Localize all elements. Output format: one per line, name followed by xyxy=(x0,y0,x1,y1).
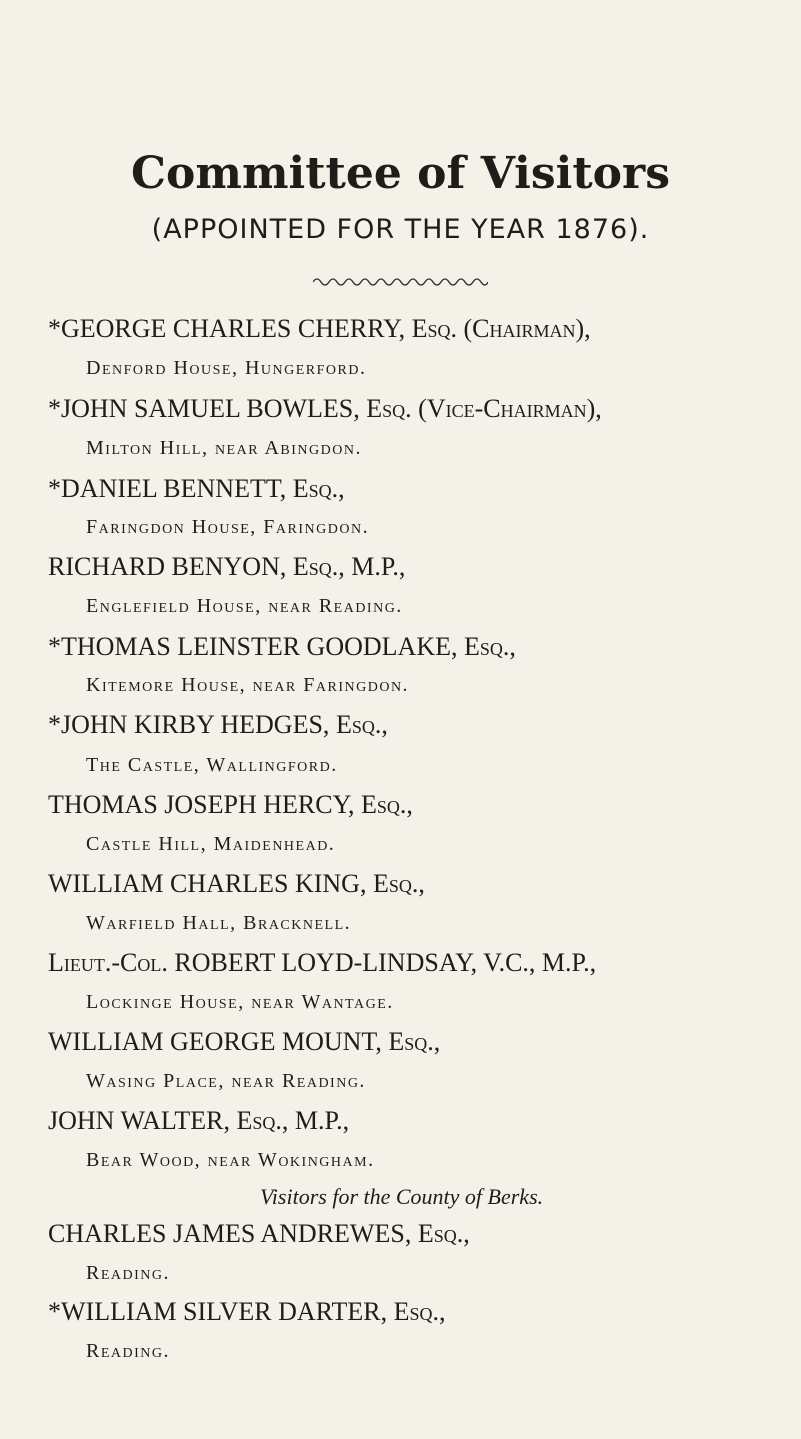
member-name: *WILLIAM SILVER DARTER, Esq., xyxy=(48,1297,446,1326)
document-title: Committee of Visitors xyxy=(131,148,670,199)
member-address: Wasing Place, near Reading. xyxy=(86,1070,366,1092)
member-address: Englefield House, near Reading. xyxy=(86,595,403,617)
member-address: Bear Wood, near Wokingham. xyxy=(86,1149,375,1171)
member-name: *JOHN SAMUEL BOWLES, Esq. (Vice-Chairman), xyxy=(48,394,602,423)
member-address: Denford House, Hungerford. xyxy=(86,357,367,379)
member-name: WILLIAM CHARLES KING, Esq., xyxy=(48,869,425,898)
member-name: JOHN WALTER, Esq., M.P., xyxy=(48,1106,350,1135)
member-name: RICHARD BENYON, Esq., M.P., xyxy=(48,552,406,581)
member-address: Reading. xyxy=(86,1340,170,1362)
member-name: *DANIEL BENNETT, Esq., xyxy=(48,474,345,503)
member-name: CHARLES JAMES ANDREWES, Esq., xyxy=(48,1219,470,1248)
wavy-divider-ornament xyxy=(313,276,488,288)
member-address: Warfield Hall, Bracknell. xyxy=(86,912,352,934)
member-address: Kitemore House, near Faringdon. xyxy=(86,674,410,696)
member-address: The Castle, Wallingford. xyxy=(86,754,338,776)
member-address: Faringdon House, Faringdon. xyxy=(86,516,370,538)
member-name: WILLIAM GEORGE MOUNT, Esq., xyxy=(48,1027,441,1056)
member-name: *JOHN KIRBY HEDGES, Esq., xyxy=(48,710,388,739)
member-address: Lockinge House, near Wantage. xyxy=(86,991,394,1013)
member-name: THOMAS JOSEPH HERCY, Esq., xyxy=(48,790,413,819)
member-address: Castle Hill, Maidenhead. xyxy=(86,833,336,855)
member-name: Lieut.-Col. ROBERT LOYD-LINDSAY, V.C., M.P., xyxy=(48,948,597,977)
member-address: Reading. xyxy=(86,1262,170,1284)
member-name: *THOMAS LEINSTER GOODLAKE, Esq., xyxy=(48,632,516,661)
document-subtitle: (APPOINTED FOR THE YEAR 1876). xyxy=(151,214,650,245)
county-caption: Visitors for the County of Berks. xyxy=(260,1184,544,1209)
member-address: Milton Hill, near Abingdon. xyxy=(86,437,362,459)
member-name: *GEORGE CHARLES CHERRY, Esq. (Chairman), xyxy=(48,314,591,343)
